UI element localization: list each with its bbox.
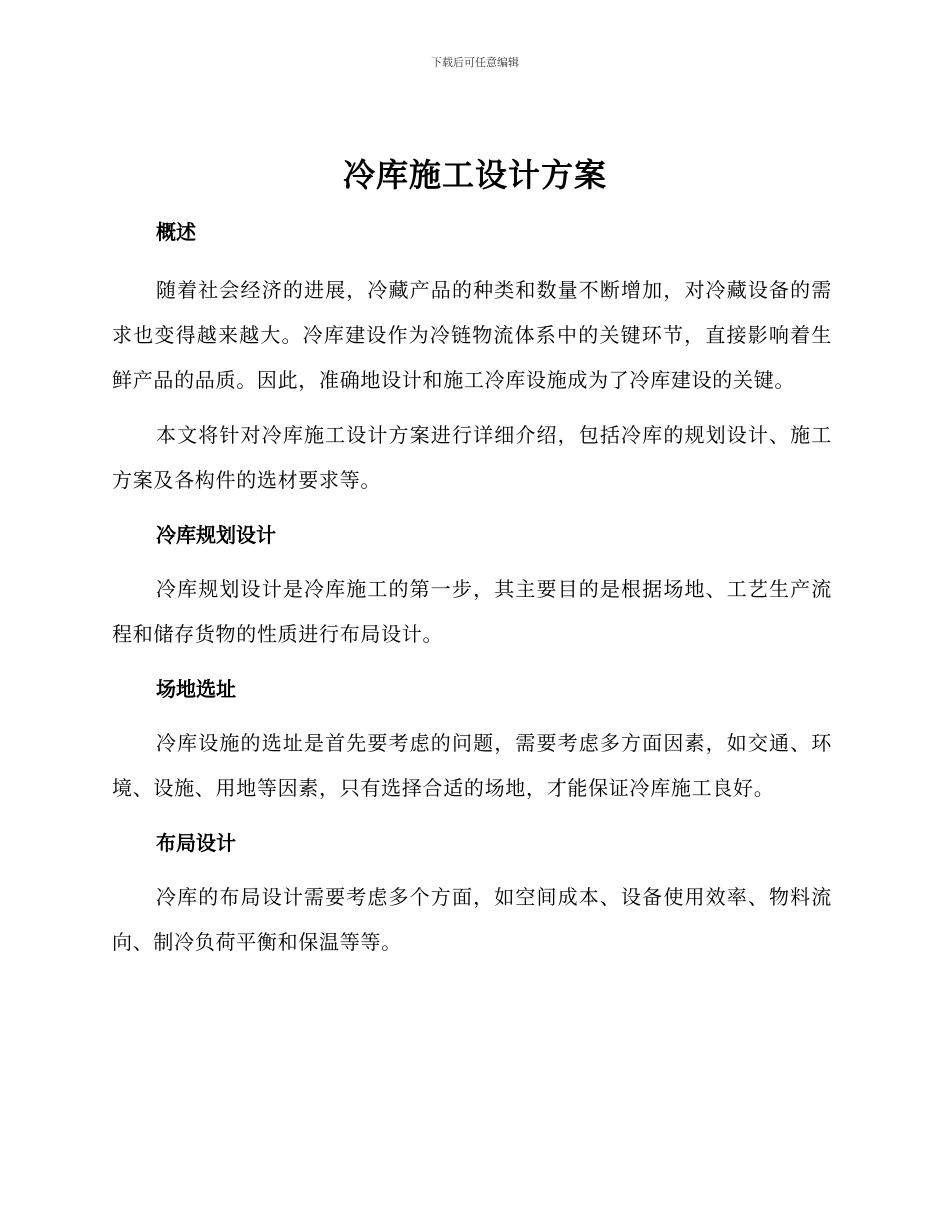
section-heading-site: 场地选址 [156, 677, 236, 701]
header-note: 下载后可任意编辑 [431, 56, 519, 69]
paragraph-site-1: 冷库设施的选址是首先要考虑的问题，需要考虑多方面因素，如交通、环境、设施、用地等因素，只有选择合适的场地，才能保证冷库施工良好。 [112, 731, 832, 800]
paragraph-overview-2: 本文将针对冷库施工设计方案进行详细介绍，包括冷库的规划设计、施工方案及各构件的选材要求等。 [112, 423, 832, 492]
section-heading-planning: 冷库规划设计 [156, 523, 276, 547]
section-heading-layout: 布局设计 [156, 831, 236, 855]
paragraph-overview-1: 随着社会经济的进展，冷藏产品的种类和数量不断增加，对冷藏设备的需求也变得越来越大。冷库建设作为冷链物流体系中的关键环节，直接影响着生鲜产品的品质。因此，准确地设计和施工冷库设施成为了冷库建设的关键。 [112, 278, 832, 392]
document-title: 冷库施工设计方案 [342, 156, 607, 194]
section-heading-overview: 概述 [156, 220, 196, 244]
paragraph-layout-1: 冷库的布局设计需要考虑多个方面，如空间成本、设备使用效率、物料流向、制冷负荷平衡和保温等等。 [112, 885, 832, 954]
paragraph-planning-1: 冷库规划设计是冷库施工的第一步，其主要目的是根据场地、工艺生产流程和储存货物的性质进行布局设计。 [112, 577, 832, 646]
document-body [112, 200, 832, 965]
